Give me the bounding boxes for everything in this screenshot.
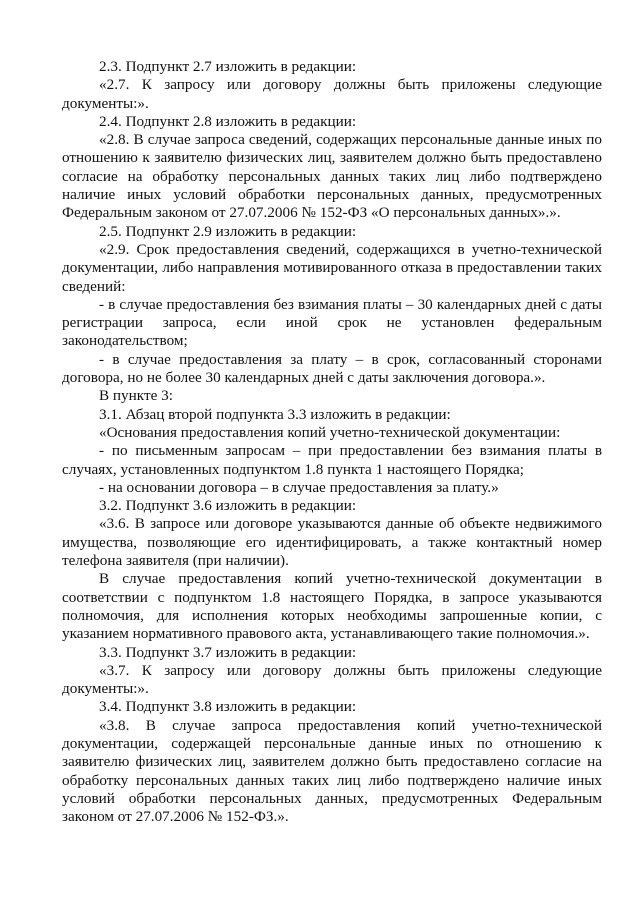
paragraph-2-4: 2.4. Подпункт 2.8 изложить в редакции: (99, 112, 357, 130)
paragraph-2-7-text: «2.7. К запросу или договору должны быть приложены следующие документы:». (62, 76, 602, 112)
list-item-requests: - по письменным запросам – при предоставлении без взимания платы в случаях, установленных подпунктом 1.8 пункта 1 настоящего Порядка; (62, 442, 602, 478)
paragraph-3-1: 3.1. Абзац второй подпункта 3.3 изложить в редакции: (99, 405, 451, 423)
list-item-paid: - в случае предоставления за плату – в срок, согласованный сторонами договора, но не более 30 календарных дней с даты заключения договора.». (62, 350, 602, 387)
list-item-contract: - на основании договора – в случае предоставления за плату.» (99, 478, 499, 496)
paragraph-2-9-text: «2.9. Срок предоставления сведений, содержащихся в учетно-технической документации, либо направления мотивированного отказа в предоставлении таких сведений: (62, 240, 602, 295)
paragraph-3-3-text: «Основания предоставления копий учетно-технической документации: (99, 423, 561, 441)
paragraph-3-6-continued: В случае предоставления копий учетно-технической документации в соответствии с подпунктом 1.8 настоящего Порядка, в запросе указываются полномочия, для исполнения которых необходимы запрошенные копии, с указанием нормативного правового акта, устанавливающего такие полномочия.». (62, 570, 602, 643)
paragraph-2-8-text: «2.8. В случае запроса сведений, содержащих персональные данные иных по отношению к заявителю физических лиц, заявителем должно быть предоставлено согласие на обработку персональных данных таких лиц либо подтверждено наличие иных условий обработки персональных данных, предусмотренных Федеральным законом от 27.07.2006 № 152-ФЗ «О персональных данных».». (62, 131, 602, 222)
paragraph-point-3: В пункте 3: (99, 387, 173, 405)
paragraph-2-5: 2.5. Подпункт 2.9 изложить в редакции: (99, 222, 357, 240)
paragraph-3-7-text: «3.7. К запросу или договору должны быть приложены следующие документы:». (62, 661, 602, 698)
paragraph-3-3: 3.3. Подпункт 3.7 изложить в редакции: (99, 643, 357, 661)
paragraph-3-6-text: «3.6. В запросе или договоре указываются данные об объекте недвижимого имущества, позволяющие его идентифицировать, а также контактный номер телефона заявителя (при наличии). (62, 515, 602, 570)
document-page (62, 58, 602, 826)
list-item-free: - в случае предоставления без взимания платы – 30 календарных дней с даты регистрации запроса, если иной срок не установлен федеральным законодательством; (62, 295, 602, 350)
paragraph-2-3: 2.3. Подпункт 2.7 изложить в редакции: (99, 58, 357, 75)
paragraph-3-4: 3.4. Подпункт 3.8 изложить в редакции: (99, 698, 357, 716)
paragraph-3-2: 3.2. Подпункт 3.6 изложить в редакции: (99, 497, 357, 515)
paragraph-3-8-text: «3.8. В случае запроса предоставления копий учетно-технической документации, содержащей персональные данные иных по отношению к заявителю физических лиц, заявителем должно быть предоставлено согласие на обработку персональных данных таких лиц либо подтверждено наличие иных условий обработки персональных данных, предусмотренных Федеральным законом от 27.07.2006 № 152-ФЗ.». (62, 716, 602, 826)
